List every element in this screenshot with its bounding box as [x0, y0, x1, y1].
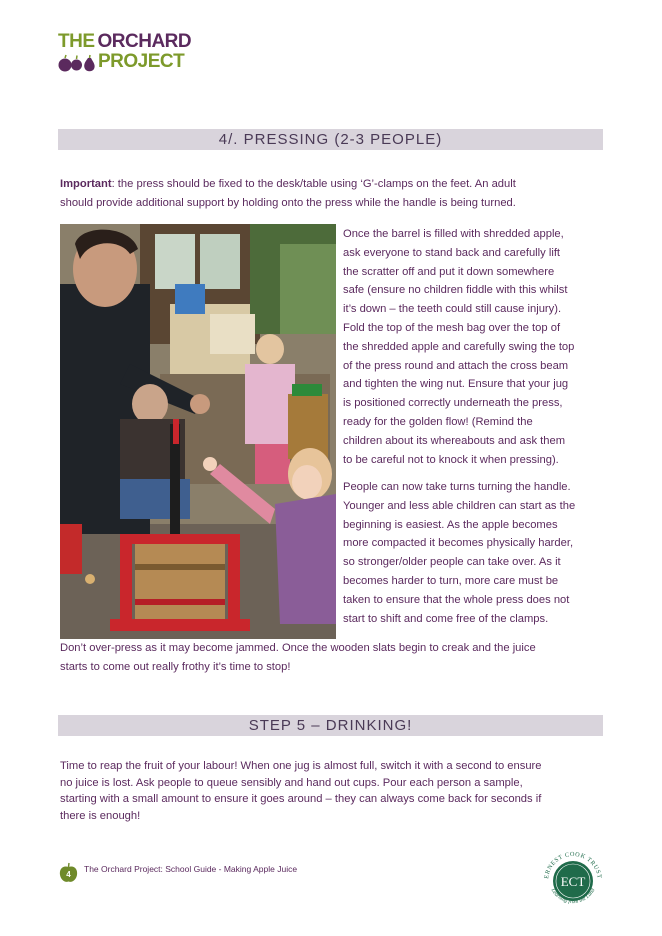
orchard-project-logo: [58, 31, 192, 74]
text-line: of the press round and attach the cross beam: [343, 359, 569, 372]
section-header-pressing: 4/. PRESSING (2-3 PEOPLE): [58, 129, 603, 150]
logo-the: THE: [58, 31, 95, 52]
important-label: Important: [60, 178, 112, 190]
text-line: beginning is easiest. As the apple becomes: [343, 518, 558, 531]
text-line: starts to come out really frothy it’s time to stop!: [60, 660, 291, 673]
text-line: is positioned correctly underneath the press,: [343, 397, 563, 410]
ect-bottom-text: Learning from the Land: [549, 887, 597, 906]
text-line: starting with a small amount to ensure it goes around – they can always come back for seconds if: [60, 793, 542, 805]
right-paragraph-1: [343, 225, 605, 469]
important-line: : the press should be fixed to the desk/table using ‘G’-clamps on the feet. An adult: [111, 178, 516, 190]
ect-top-text: ERNEST COOK TRUST: [543, 850, 603, 880]
text-line: taken to ensure that the whole press does not: [343, 593, 570, 606]
text-line: it’s down – the teeth could still cause injury).: [343, 303, 562, 316]
text-line: Once the barrel is filled with shredded apple,: [343, 228, 564, 240]
logo-line1: [58, 32, 191, 52]
section-header-drinking: STEP 5 – DRINKING!: [58, 715, 603, 736]
ect-seal-icon: [540, 850, 606, 912]
right-paragraph-2: [343, 478, 605, 628]
photo-illustration: [60, 224, 336, 639]
text-line: Younger and less able children can start as the: [343, 499, 576, 512]
important-line: should provide additional support by holding onto the press while the handle is being turned.: [60, 196, 516, 209]
text-line: People can now take turns turning the handle.: [343, 481, 571, 493]
ect-monogram: ECT: [560, 874, 586, 889]
page-number: 4: [66, 870, 71, 879]
apple-icon: [59, 862, 78, 883]
page-number-badge: [59, 862, 78, 883]
text-line: more compacted it becomes physically harder,: [343, 537, 574, 550]
text-line: there is enough!: [60, 809, 141, 822]
ernest-cook-trust-logo: [540, 850, 606, 912]
text-line: start to shift and come free of the clamps.: [343, 612, 549, 625]
logo-orchard: ORCHARD: [97, 31, 192, 52]
text-line: becomes harder to turn, more care must be: [343, 574, 559, 587]
fruit-icon: [58, 54, 98, 72]
text-line: the shredded apple and carefully swing the top: [343, 340, 575, 353]
drinking-paragraph: [60, 758, 605, 824]
logo-project: PROJECT: [98, 51, 185, 72]
text-line: Time to reap the fruit of your labour! When one jug is almost full, switch it with a second to ensure: [60, 760, 542, 772]
text-line: to be careful not to knock it when pressing).: [343, 453, 559, 466]
text-line: the scratter off and put it down somewhere: [343, 265, 555, 278]
text-line: ready for the golden flow! (Remind the: [343, 415, 533, 428]
logo-line2: [58, 51, 185, 72]
text-line: safe (ensure no children fiddle with this whilst: [343, 284, 568, 297]
text-line: so stronger/older people can take over. As it: [343, 556, 561, 569]
text-line: no juice is lost. Ask people to queue sensibly and hand out cups. Pour each person a sample,: [60, 776, 523, 789]
text-line: Fold the top of the mesh bag over the top of: [343, 321, 561, 334]
text-line: children about its whereabouts and ask them: [343, 434, 566, 447]
apple-pressing-photo: [60, 224, 336, 639]
text-line: Don’t over-press as it may become jammed. Once the wooden slats begin to creak and the juice: [60, 642, 536, 654]
footer-text: The Orchard Project: School Guide - Making Apple Juice: [84, 864, 298, 874]
over-press-paragraph: [60, 639, 605, 677]
important-paragraph: [60, 175, 605, 213]
text-line: and tighten the wing nut. Ensure that your jug: [343, 378, 569, 391]
text-line: ask everyone to stand back and carefully lift: [343, 246, 561, 259]
